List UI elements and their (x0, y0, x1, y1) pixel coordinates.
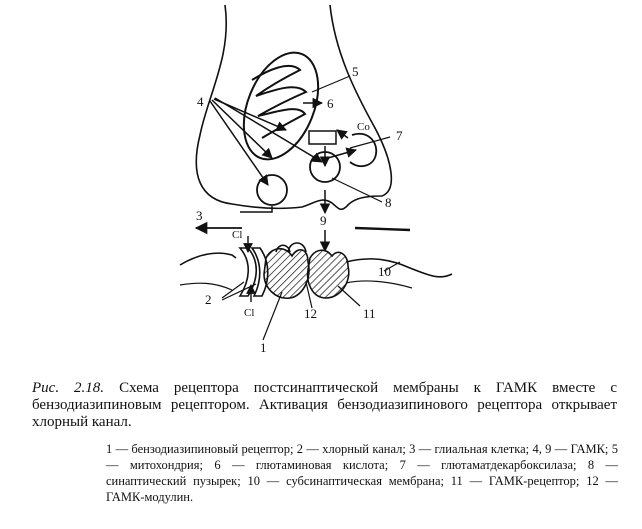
label-cl-top: Cl (232, 229, 243, 241)
caption-text: Схема рецептора постсинаптической мембраны к ГАМК вместе с бензодиазипиновым рецептором. Активация бензодиазипинового рецептора открывает хлорный канал. (32, 380, 617, 430)
label-7: 7 (396, 128, 403, 143)
glutamate-decarboxylase-box (309, 131, 336, 144)
arrow-co (337, 130, 348, 138)
label-2: 2 (205, 292, 212, 307)
arrow-4-a (210, 101, 268, 185)
label-9: 9 (320, 213, 327, 228)
figure-caption (32, 380, 617, 431)
figure-reference: Рис. 2.18. (32, 380, 105, 396)
presynaptic-terminal (196, 5, 391, 209)
label-6: 6 (327, 96, 334, 111)
label-co: Co (357, 121, 370, 133)
label-4: 4 (197, 94, 204, 109)
label-1: 1 (260, 340, 267, 355)
gaba-modulin (264, 249, 309, 298)
label-12: 12 (304, 306, 317, 321)
synaptic-vesicle (257, 175, 287, 205)
arrow-right (355, 228, 410, 230)
arrow-4-b (212, 100, 272, 158)
figure-legend: 1 — бензодиазипиновый рецептор; 2 — хлорный канал; 3 — глиальная клетка; 4, 9 — ГАМК; 5 — митохондрия; 6 — глютаминовая кислота; 7 — глютаматдекарбоксилаза; 8 — синаптический пузырек; 10 — субсинаптическая мембрана; 11 — ГАМК-рецептор; 12 — ГАМК-модулин. (106, 442, 618, 504)
label-5: 5 (352, 64, 359, 79)
label-cl-bottom: Cl (244, 307, 255, 319)
label-11: 11 (363, 306, 376, 321)
label-10: 10 (378, 264, 391, 279)
leader-11 (338, 286, 360, 306)
label-3: 3 (196, 208, 203, 223)
leader-1 (263, 292, 282, 340)
label-8: 8 (385, 195, 392, 210)
